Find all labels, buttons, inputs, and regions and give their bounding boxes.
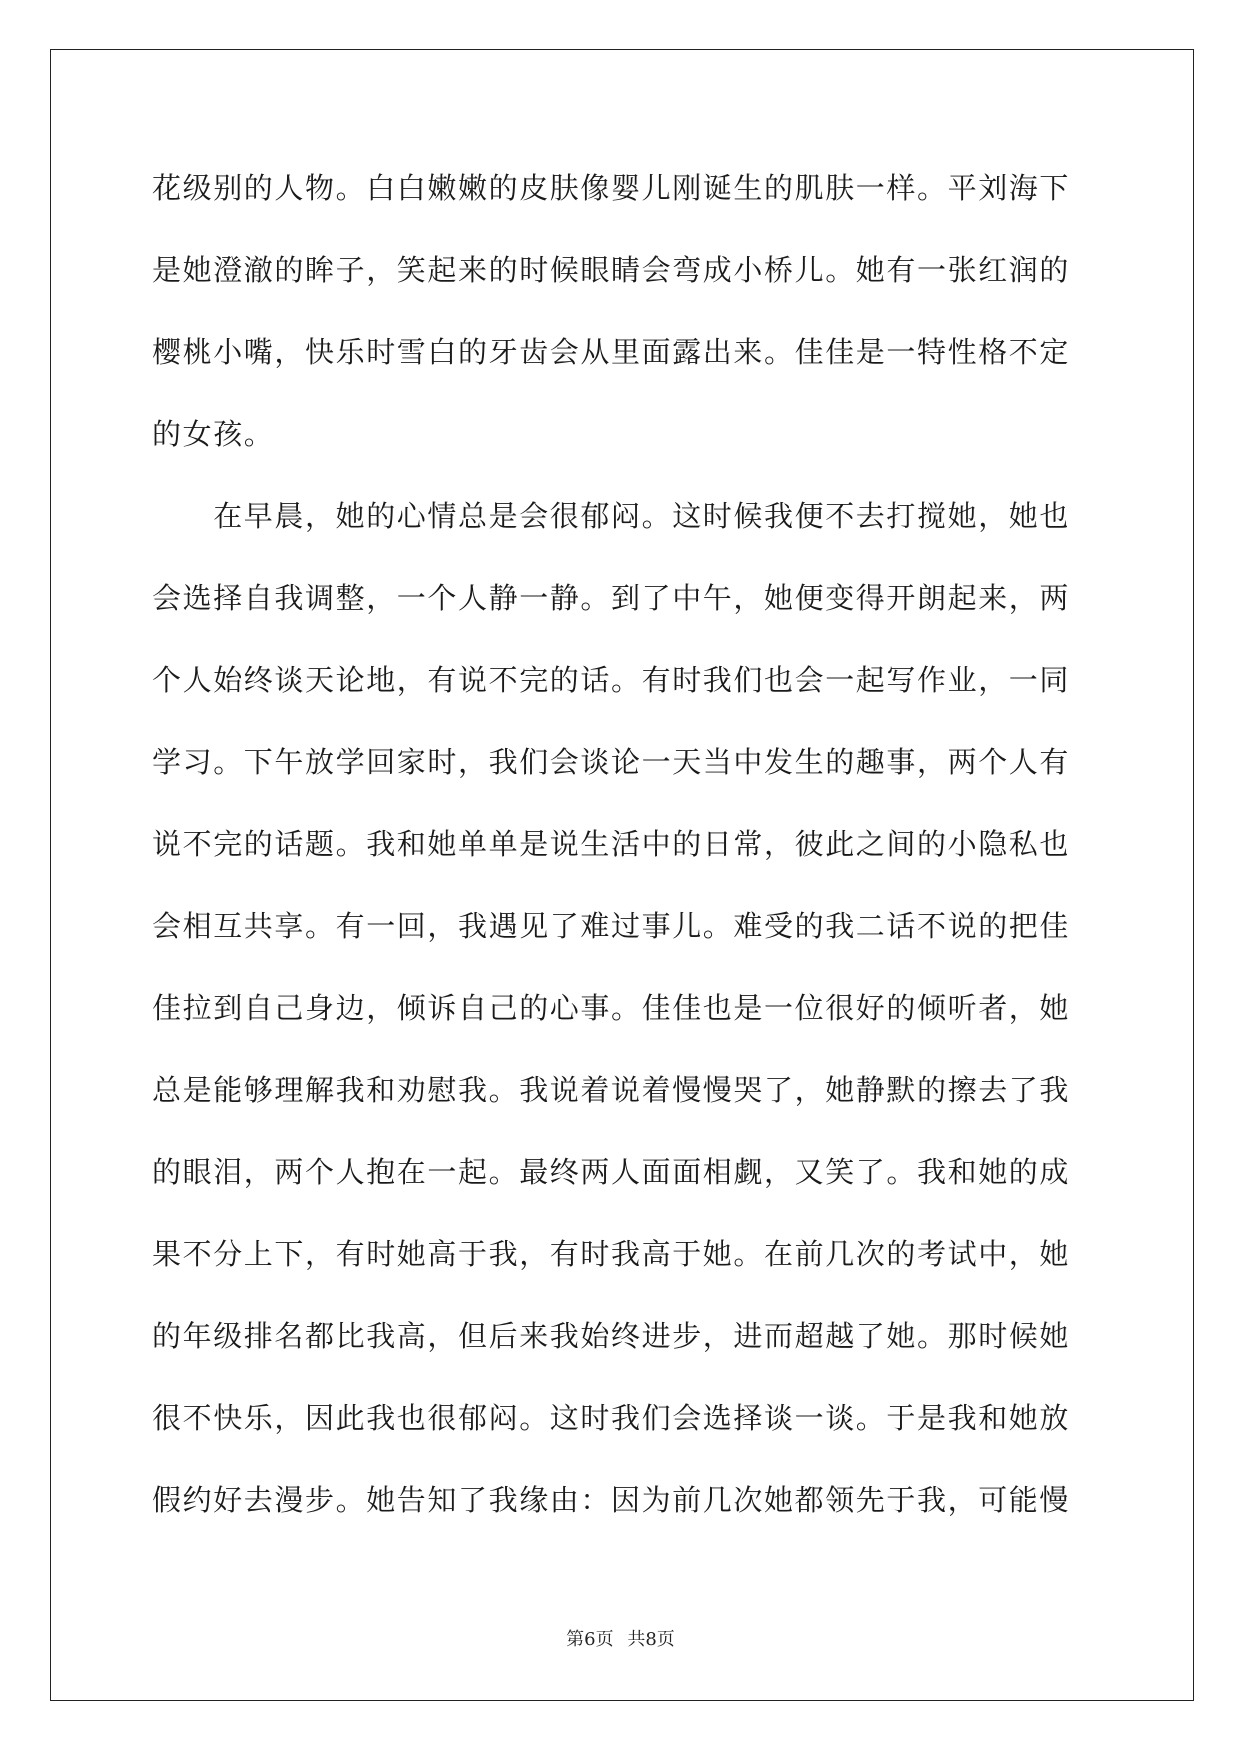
document-body — [152, 162, 1092, 1556]
text-line: 樱桃小嘴，快乐时雪白的牙齿会从里面露出来。佳佳是一特性格不定 — [152, 335, 1071, 369]
text-line: 假约好去漫步。她告知了我缘由：因为前几次她都领先于我，可能慢 — [152, 1483, 1071, 1517]
page-number: 第6页 — [566, 1629, 614, 1650]
text-line: 花级别的人物。白白嫩嫩的皮肤像婴儿刚诞生的肌肤一样。平刘海下 — [152, 171, 1071, 205]
text-line: 的眼泪，两个人抱在一起。最终两人面面相觑，又笑了。我和她的成 — [152, 1155, 1071, 1189]
text-line: 的年级排名都比我高，但后来我始终进步，进而超越了她。那时候她 — [152, 1319, 1071, 1353]
page-footer — [0, 1625, 1241, 1651]
text-line: 果不分上下，有时她高于我，有时我高于她。在前几次的考试中，她 — [152, 1237, 1071, 1271]
page-total: 共8页 — [627, 1629, 675, 1650]
text-line: 会相互共享。有一回，我遇见了难过事儿。难受的我二话不说的把佳 — [152, 909, 1071, 943]
text-line: 总是能够理解我和劝慰我。我说着说着慢慢哭了，她静默的擦去了我 — [152, 1073, 1071, 1107]
text-line: 说不完的话题。我和她单单是说生活中的日常，彼此之间的小隐私也 — [152, 827, 1071, 861]
text-line: 会选择自我调整，一个人静一静。到了中午，她便变得开朗起来，两 — [152, 581, 1071, 615]
text-line: 佳拉到自己身边，倾诉自己的心事。佳佳也是一位很好的倾听者，她 — [152, 991, 1071, 1025]
text-line: 在早晨，她的心情总是会很郁闷。这时候我便不去打搅她，她也 — [152, 499, 1071, 533]
text-line: 是她澄澈的眸子，笑起来的时候眼睛会弯成小桥儿。她有一张红润的 — [152, 253, 1071, 287]
text-line: 很不快乐，因此我也很郁闷。这时我们会选择谈一谈。于是我和她放 — [152, 1401, 1071, 1435]
text-line: 的女孩。 — [152, 417, 275, 451]
text-line: 个人始终谈天论地，有说不完的话。有时我们也会一起写作业，一同 — [152, 663, 1071, 697]
text-line: 学习。下午放学回家时，我们会谈论一天当中发生的趣事，两个人有 — [152, 745, 1071, 779]
